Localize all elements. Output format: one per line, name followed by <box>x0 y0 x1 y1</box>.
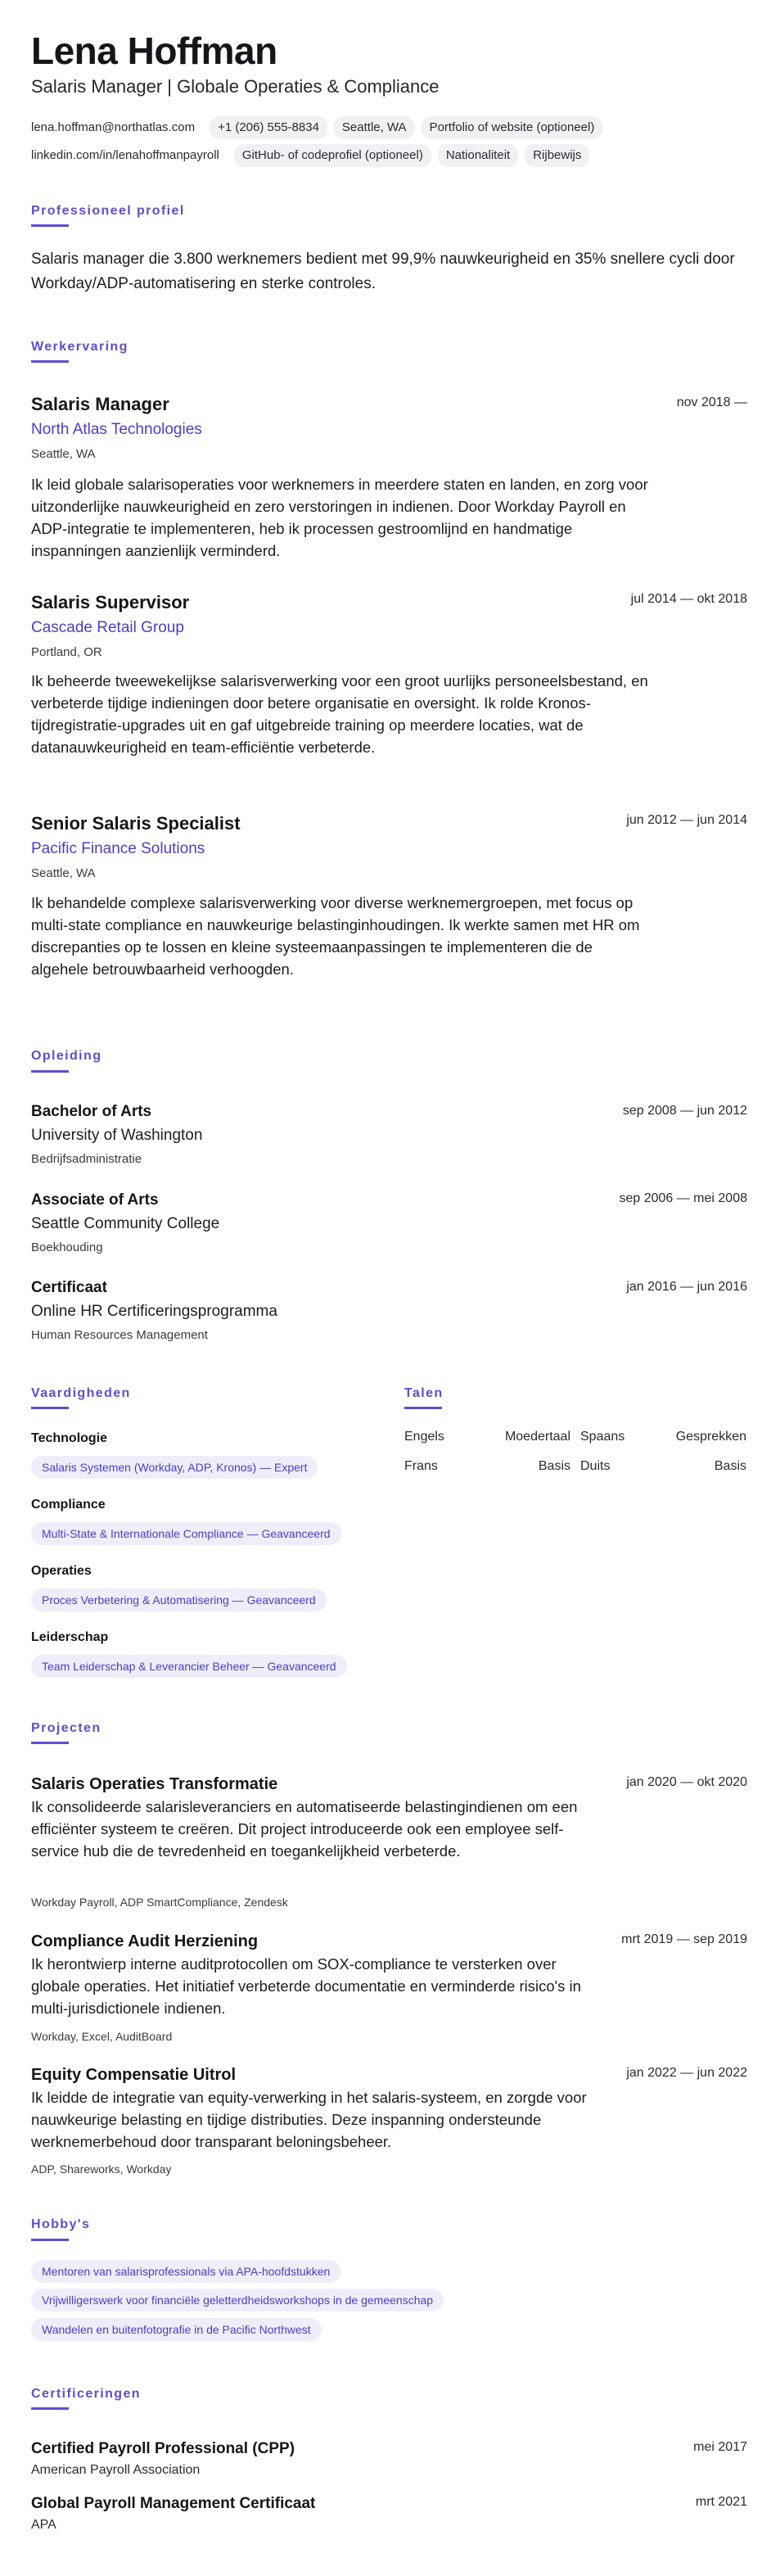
certification-date: mrt 2021 <box>695 2495 747 2509</box>
language-item <box>404 1428 570 1446</box>
certification-issuer: APA <box>31 2518 56 2532</box>
contact-phone[interactable]: +1 (206) 555-8834 <box>210 116 327 139</box>
language-level: Gesprekken <box>675 1430 746 1444</box>
job-dates: jul 2014 — okt 2018 <box>630 592 747 606</box>
language-level: Basis <box>714 1459 746 1473</box>
project-dates: mrt 2019 — sep 2019 <box>621 1932 747 1946</box>
language-name: Frans <box>404 1459 438 1473</box>
project-title: Compliance Audit Herziening <box>31 1932 259 1950</box>
contact-nationality: Nationaliteit <box>438 144 518 167</box>
contact-license: Rijbewijs <box>525 144 589 167</box>
language-item <box>580 1457 746 1476</box>
education-degree: Associate of Arts <box>31 1191 159 1209</box>
contact-email[interactable]: lena.hoffman@northatlas.com <box>31 120 196 134</box>
language-item <box>404 1457 570 1476</box>
project-tools: ADP, Shareworks, Workday <box>31 2162 172 2176</box>
section-underline <box>31 360 69 363</box>
certification-date: mei 2017 <box>693 2440 747 2454</box>
candidate-subtitle: Salaris Manager | Globale Operaties & Compliance <box>31 76 440 97</box>
language-name: Duits <box>580 1459 611 1473</box>
hobby-pill: Mentoren van salarisprofessionals via APA-hoofdstukken <box>31 2260 340 2283</box>
section-title-profile: Professioneel profiel <box>31 204 185 218</box>
section-underline <box>31 2407 69 2410</box>
language-level: Basis <box>538 1459 570 1473</box>
job-company: Pacific Finance Solutions <box>31 840 205 857</box>
certification-name: Global Payroll Management Certificaat <box>31 2495 316 2512</box>
section-title-education: Opleiding <box>31 1049 102 1063</box>
certification-name: Certified Payroll Professional (CPP) <box>31 2440 295 2457</box>
project-title: Equity Compensatie Uitrol <box>31 2066 237 2084</box>
education-school: Online HR Certificeringsprogramma <box>31 1303 277 1320</box>
contact-row-2 <box>31 144 589 167</box>
skill-category: Technologie <box>31 1431 108 1445</box>
section-underline <box>31 1407 69 1409</box>
education-field: Boekhouding <box>31 1241 103 1254</box>
section-underline <box>31 224 69 227</box>
job-company: North Atlas Technologies <box>31 421 202 438</box>
job-location: Seattle, WA <box>31 866 96 880</box>
section-underline <box>404 1407 442 1409</box>
contact-linkedin[interactable]: linkedin.com/in/lenahoffmanpayroll <box>31 148 219 162</box>
section-title-projects: Projecten <box>31 1721 101 1735</box>
education-school: Seattle Community College <box>31 1215 220 1232</box>
project-tools: Workday, Excel, AuditBoard <box>31 2030 173 2043</box>
skill-pill: Team Leiderschap & Leverancier Beheer — Geavanceerd <box>31 1655 347 1678</box>
education-dates: sep 2008 — jun 2012 <box>622 1104 747 1118</box>
section-underline <box>31 2239 69 2241</box>
contact-portfolio[interactable]: Portfolio of website (optioneel) <box>422 116 603 139</box>
education-field: Human Resources Management <box>31 1328 208 1342</box>
job-location: Seattle, WA <box>31 447 96 461</box>
section-title-hobbies: Hobby's <box>31 2217 91 2231</box>
education-field: Bedrijfsadministratie <box>31 1152 142 1166</box>
skill-pill: Salaris Systemen (Workday, ADP, Kronos) — Expert <box>31 1456 318 1479</box>
project-dates: jan 2022 — jun 2022 <box>626 2066 747 2080</box>
job-title: Salaris Supervisor <box>31 592 190 612</box>
project-description: Ik herontwierp interne auditprotocollen om SOX-compliance te versterken over globale operaties. Het initiatief verbeterde documentatie en verminderde risico's in multi-jurisdictionele indienen. <box>31 1955 581 2017</box>
section-title-languages: Talen <box>404 1386 444 1400</box>
education-school: University of Washington <box>31 1127 203 1144</box>
project-description: Ik leidde de integratie van equity-verwerking in het salaris-systeem, en zorgde voor nauwkeurige belasting en tijdige distributies. Deze inspanning ondersteunde werknemerbehoud door transparant beloningsbeheer. <box>31 2089 587 2150</box>
contact-github[interactable]: GitHub- of codeprofiel (optioneel) <box>234 144 431 167</box>
job-description: Ik leid globale salarisoperaties voor werknemers in meerdere staten en landen, en zorg voor uitzonderlijke nauwkeurigheid en zero verstoringen in indienen. Door Workday Payroll en ADP-integratie te implementeren, heb ik processen gestroomlijnd en handmatige inspanningen aanzienlijk verminderd. <box>31 476 648 559</box>
education-dates: jan 2016 — jun 2016 <box>626 1280 747 1294</box>
skill-category: Operaties <box>31 1564 92 1578</box>
job-description: Ik beheerde tweewekelijkse salarisverwerking voor een groot uurlijks personeelsbestand, en verbeterde tijdige indieningen door betere organisatie en oversight. Ik rolde Kronos-tijdregistratie-upgrades uit en gaf uitgebreide training op meerdere locaties, wat de datanauwkeurigheid en team-efficiëntie verbeterde. <box>31 672 648 756</box>
job-title: Salaris Manager <box>31 394 169 414</box>
hobby-pill: Vrijwilligerswerk voor financiële geletterdheidsworkshops in de gemeenschap <box>31 2289 444 2312</box>
job-description: Ik behandelde complexe salarisverwerking voor diverse werknemergroepen, met focus op multi-state compliance en nauwkeurige belastinginhoudingen. Ik werkte samen met HR om discrepanties op te lossen en kleine systeemaanpassingen te implementeren die de algehele betrouwbaarheid verhoogden. <box>31 894 640 978</box>
education-degree: Bachelor of Arts <box>31 1103 152 1120</box>
skill-category: Leiderschap <box>31 1630 109 1644</box>
education-dates: sep 2006 — mei 2008 <box>619 1191 747 1205</box>
job-dates: nov 2018 — <box>676 395 747 409</box>
section-title-experience: Werkervaring <box>31 340 128 354</box>
language-name: Spaans <box>580 1430 625 1444</box>
section-title-skills: Vaardigheden <box>31 1386 131 1400</box>
job-location: Portland, OR <box>31 645 102 659</box>
contact-location: Seattle, WA <box>334 116 415 139</box>
languages-grid <box>404 1428 746 1476</box>
section-underline <box>31 1742 69 1744</box>
language-item <box>580 1428 746 1446</box>
project-dates: jan 2020 — okt 2020 <box>626 1775 747 1789</box>
language-name: Engels <box>404 1430 444 1444</box>
contact-row-1 <box>31 116 602 139</box>
candidate-name: Lena Hoffman <box>31 29 277 72</box>
job-company: Cascade Retail Group <box>31 619 184 636</box>
project-description: Ik consolideerde salarisleveranciers en automatiseerde belastingindienen om een efficiënter systeem te creëren. Dit project introduceerde ook een employee self-service hub die de tevredenheid en toegankelijkheid verbeterde. <box>31 1798 578 1860</box>
skill-pill: Multi-State & Internationale Compliance — Geavanceerd <box>31 1522 341 1545</box>
profile-summary: Salaris manager die 3.800 werknemers bedient met 99,9% nauwkeurigheid en 35% snellere cycli door Workday/ADP-automatisering en sterke controles. <box>31 251 735 292</box>
project-tools: Workday Payroll, ADP SmartCompliance, Zendesk <box>31 1896 288 1909</box>
section-title-certifications: Certificeringen <box>31 2387 141 2401</box>
job-dates: jun 2012 — jun 2014 <box>626 813 747 827</box>
skill-pill: Proces Verbetering & Automatisering — Geavanceerd <box>31 1589 327 1611</box>
job-title: Senior Salaris Specialist <box>31 813 241 834</box>
certification-issuer: American Payroll Association <box>31 2463 201 2477</box>
skill-category: Compliance <box>31 1498 106 1512</box>
hobby-pill: Wandelen en buitenfotografie in de Pacific Northwest <box>31 2318 322 2341</box>
language-level: Moedertaal <box>504 1430 570 1444</box>
section-underline <box>31 1070 69 1073</box>
education-degree: Certificaat <box>31 1279 107 1296</box>
project-title: Salaris Operaties Transformatie <box>31 1775 278 1793</box>
